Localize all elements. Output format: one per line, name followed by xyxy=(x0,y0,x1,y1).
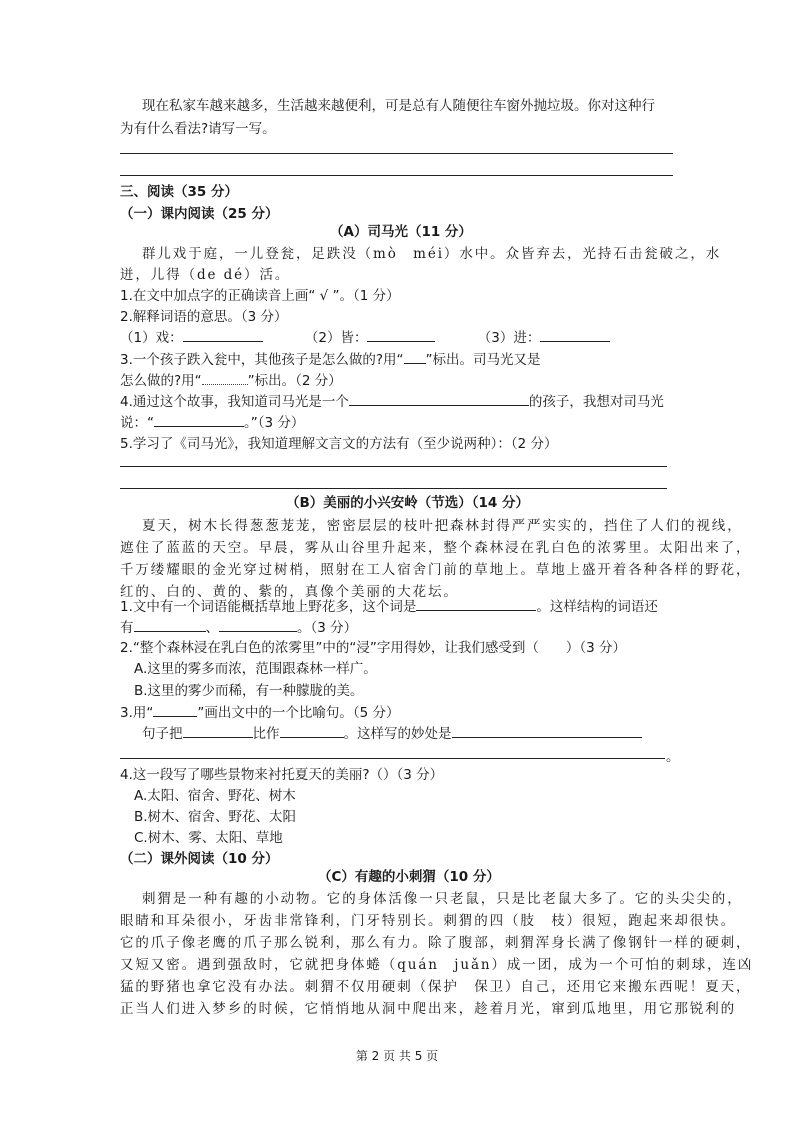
option-b2-a: A.这里的雾多而浓，范围跟森林一样广。 xyxy=(134,661,377,677)
answer-blank[interactable] xyxy=(367,327,435,342)
text-segment: ”标出。司马光又是 xyxy=(425,352,541,368)
text-segment: 3.用“ xyxy=(120,705,154,721)
text-segment: 句子把 xyxy=(142,726,183,742)
answer-blank[interactable] xyxy=(154,412,244,427)
passage-a-text: 迸，儿得（de dé）活。 xyxy=(120,267,291,283)
text-segment: 。”（3 分） xyxy=(244,415,305,431)
question-a1: 1.在文中加点字的正确读音上画“ √ ”。（1 分） xyxy=(120,288,400,304)
question-a5: 5.学习了《司马光》，我知道理解文言文的方法有（至少说两种）：（2 分） xyxy=(120,436,558,452)
question-b2: 2.“整个森林浸在乳白色的浓雾里”中的“浸”字用得妙，让我们感受到（ ）（3 分） xyxy=(120,640,626,656)
question-b1 xyxy=(120,596,658,618)
part-title: （一）课内阅读（25 分） xyxy=(120,206,279,222)
question-a3-cont xyxy=(120,370,342,392)
option-b2-b: B.这里的雾少而稀，有一种朦胧的美。 xyxy=(134,683,364,699)
question-b1-cont xyxy=(120,617,357,639)
answer-line xyxy=(120,175,673,176)
passage-c-text: 它的爪子像老鹰的爪子那么锐利，那么有力。除了腹部，刺猬浑身长满了像钢针一样的硬刺， xyxy=(120,935,752,951)
passage-b-title: （B）美丽的小兴安岭（节选）（14 分） xyxy=(286,495,530,511)
text-segment: 。（3 分） xyxy=(297,620,358,636)
page-footer: 第 2 页 共 5 页 xyxy=(355,1049,439,1063)
text-segment: 1.文中有一个词语能概括草地上野花多，这个词是 xyxy=(120,599,417,615)
answer-blank[interactable] xyxy=(183,327,263,342)
text-segment: 。这样写的妙处是 xyxy=(343,726,452,742)
intro-line-2: 为有什么看法?请写一写。 xyxy=(120,121,276,137)
text-segment: 怎么做的?用“ xyxy=(120,373,202,389)
question-b3-fill xyxy=(142,723,642,745)
wavy-line-sample xyxy=(202,374,248,385)
answer-blank[interactable] xyxy=(219,617,297,632)
answer-line[interactable] xyxy=(120,758,665,759)
q2-item-label: （3）进： xyxy=(477,330,541,346)
answer-blank[interactable] xyxy=(540,327,610,342)
question-a4-cont xyxy=(120,412,304,434)
passage-c-text: 正当人们进入梦乡的时候，它悄悄地从洞中爬出来，趁着月光，窜到瓜地里，用它那锐利的 xyxy=(120,1001,736,1017)
passage-b-text: 遮住了蓝蓝的天空。早晨，雾从山谷里升起来，整个森林浸在乳白色的浓雾里。太阳出来了， xyxy=(120,540,752,556)
passage-b-text: 千万缕耀眼的金光穿过树梢，照射在工人宿舍门前的草地上。草地上盛开着各种各样的野花， xyxy=(120,562,752,578)
q2-item-label: （2）皆： xyxy=(304,330,368,346)
answer-blank[interactable] xyxy=(416,596,536,611)
answer-blank[interactable] xyxy=(134,617,206,632)
option-b4-c: C.树木、雾、太阳、草地 xyxy=(134,830,283,846)
text-segment: 4.通过这个故事，我知道司马光是一个 xyxy=(120,394,349,410)
text-segment: 说：“ xyxy=(120,415,154,431)
answer-blank[interactable] xyxy=(452,723,642,738)
section-title: 三、阅读（35 分） xyxy=(120,184,238,200)
passage-a-text: 群儿戏于庭，一儿登瓮，足跌没（mò méi）水中。众皆弃去，光持石击瓮破之，水 xyxy=(142,246,722,262)
question-a2: 2.解释词语的意思。（3 分） xyxy=(120,309,288,325)
passage-b-text: 夏天，树木长得葱葱茏茏，密密层层的枝叶把森林封得严严实实的，挡住了人们的视线， xyxy=(142,518,743,534)
text-segment: ”画出文中的一个比喻句。（5 分） xyxy=(197,705,400,721)
mark-sample xyxy=(153,702,197,717)
passage-b-text: 红的、白的、黄的、紫的，真像个美丽的大花坛。 xyxy=(120,584,459,600)
question-b3 xyxy=(120,702,400,724)
passage-c-text: 眼睛和耳朵很小，牙齿非常锋利，门牙特别长。刺猬的四（肢 枝）很短，跑起来却很快。 xyxy=(120,913,736,929)
answer-blank[interactable] xyxy=(349,391,529,406)
answer-blank[interactable] xyxy=(183,723,253,738)
passage-c-text: 猛的野猪也拿它没有办法。刺猬不仅用硬刺（保护 保卫）自己，还用它来搬东西呢！夏天， xyxy=(120,979,752,995)
text-segment: 的孩子，我想对司马光 xyxy=(528,394,664,410)
passage-c-title: （C）有趣的小刺猬（10 分） xyxy=(318,869,500,885)
question-a2-items xyxy=(120,327,610,349)
q2-item-label: （1）戏： xyxy=(120,330,183,346)
text-segment: 比作 xyxy=(252,726,280,742)
option-b4-a: A.太阳、宿舍、野花、树木 xyxy=(134,788,296,804)
answer-blank[interactable] xyxy=(280,723,344,738)
question-b4: 4.这一段写了哪些景物来衬托夏天的美丽?（）（3 分） xyxy=(120,767,444,783)
passage-a-title: （A）司马光（11 分） xyxy=(330,224,472,240)
passage-c-text: 又短又密。遇到强敌时，它就把身体蜷（quán juǎn）成一团，成为一个可怕的刺球，连凶 xyxy=(120,957,754,973)
period-mark: 。 xyxy=(666,749,680,765)
answer-line xyxy=(120,153,673,154)
intro-line-1: 现在私家车越来越多，生活越来越便利，可是总有人随便往车窗外抛垃圾。你对这种行 xyxy=(142,98,655,114)
question-a3 xyxy=(120,349,541,371)
text-segment: 。这样结构的词语还 xyxy=(536,599,658,615)
answer-line[interactable] xyxy=(120,466,667,467)
passage-c-text: 刺猬是一种有趣的小动物。它的身体活像一只老鼠，只是比老鼠大多了。它的头尖尖的， xyxy=(142,891,743,907)
text-segment: 有 xyxy=(120,620,134,636)
part-title: （二）课外阅读（10 分） xyxy=(120,851,279,867)
text-segment: 、 xyxy=(205,620,219,636)
text-segment: 3.一个孩子跌入瓮中，其他孩子是怎么做的?用“ xyxy=(120,352,404,368)
question-a4 xyxy=(120,391,664,413)
mark-sample xyxy=(404,349,426,364)
answer-line[interactable] xyxy=(120,488,667,489)
option-b4-b: B.树木、宿舍、野花、太阳 xyxy=(134,809,297,825)
text-segment: ”标出。（2 分） xyxy=(247,373,342,389)
